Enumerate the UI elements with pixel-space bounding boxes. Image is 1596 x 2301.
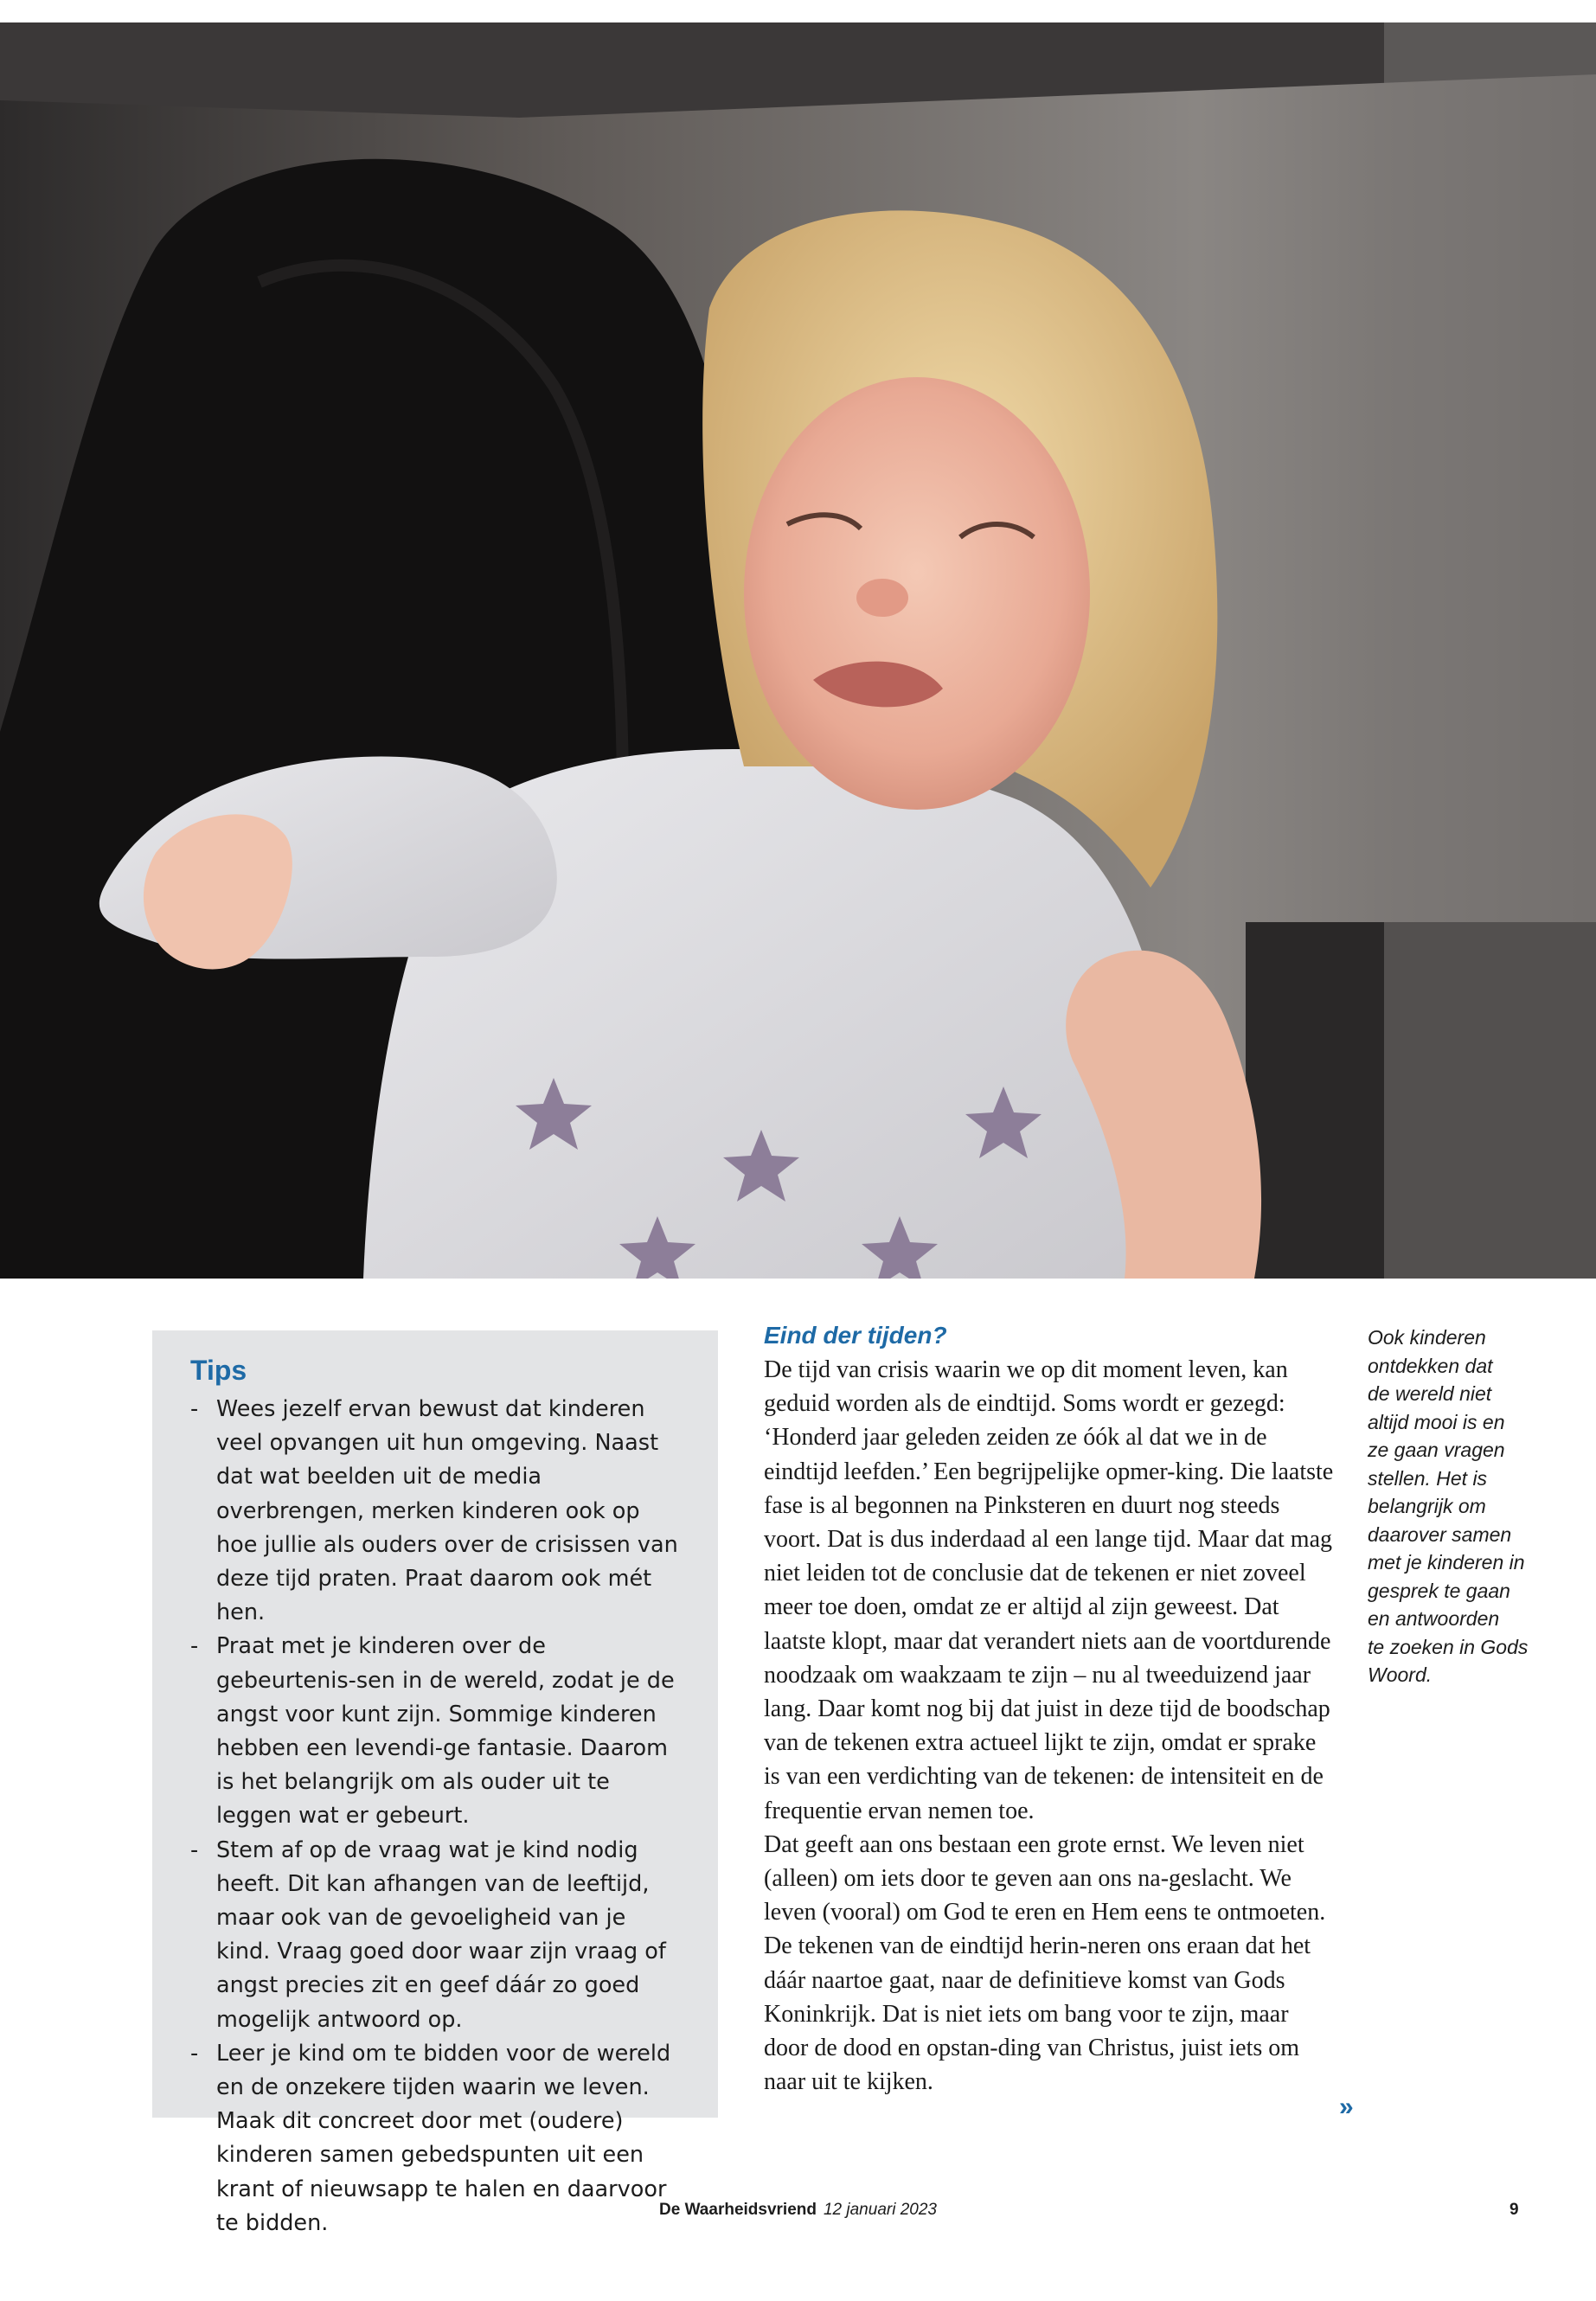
tip-text: Stem af op de vraag wat je kind nodig heeft. Dit kan afhangen van de leeftijd, maar ook van de gevoeligheid van je kind. Vraag goed door waar zijn vraag of angst precies zit en geef dáár zo goed mogelijk antwoord op.	[216, 1836, 666, 2033]
quote-line: ontdekken dat	[1368, 1354, 1493, 1377]
publication-name: De Waarheidsvriend	[659, 2201, 817, 2219]
tips-box	[152, 1330, 718, 2236]
quote-line: met je kinderen in	[1368, 1551, 1525, 1574]
article-paragraph: De tijd van crisis waarin we op dit moment leven, kan geduid worden als de eindtijd. Soms wordt er gezegd: ‘Honderd jaar geleden zeiden ze óók al dat we in de eindtijd leefden.’ Een begrijpelijke opmer-king. Die laatste fase is al begonnen na Pinksteren en duurt nog steeds voort. Dat is dus inderdaad al een lange tijd. Maar dat mag niet leiden tot de conclusie dat de tekenen er niet zoveel meer toe doen, omdat ze er altijd al zijn geweest. Dat laatste klopt, maar dat verandert niets aan de voortdurende noodzaak om waakzaam te zijn – nu al tweeduizend jaar lang. Daar komt nog bij dat juist in deze tijd de boodschap van de tekenen extra actueel lijkt te zijn, omdat er sprake is van een verdichting van de tekenen: de intensiteit en de frequentie ervan nemen toe.	[764, 1356, 1334, 1824]
hero-photo	[0, 22, 1596, 1279]
article-heading: Eind der tijden?	[764, 1322, 947, 1349]
tips-title: Tips	[190, 1355, 247, 1386]
page-number: 9	[1509, 2201, 1519, 2219]
quote-line: Woord.	[1368, 1663, 1433, 1686]
sidebar-quote	[1368, 1324, 1541, 1689]
tip-item	[190, 1834, 678, 2037]
quote-line: Ook kinderen	[1368, 1326, 1486, 1349]
article-body	[764, 1353, 1335, 2099]
photo-illustration	[0, 22, 1596, 1279]
issue-date: 12 januari 2023	[823, 2201, 937, 2219]
bullet-dash: -	[190, 1633, 199, 1660]
quote-line: de wereld niet	[1368, 1382, 1492, 1405]
article-paragraph: Dat geeft aan ons bestaan een grote ernst. We leven niet (alleen) om iets door te geven aan ons na-geslacht. We leven (vooral) om God te eren en Hem eens te ontmoeten. De tekenen van de eindtijd herin-neren ons eraan dat het dáár naartoe gaat, naar de definitieve komst van Gods Koninkrijk. Dat is niet iets om bang voor te zijn, maar door de dood en opstan-ding van Christus, juist iets om naar uit te kijken.	[764, 1830, 1326, 2096]
quote-line: belangrijk om	[1368, 1495, 1486, 1517]
bullet-dash: -	[190, 1396, 199, 1422]
article-column	[764, 1318, 1335, 2099]
tip-text: Leer je kind om te bidden voor de wereld en de onzekere tijden waarin we leven. Maak dit concreet door met (oudere) kinderen samen gebedspunten uit een krant of nieuwsapp te halen en daarvoor te bidden.	[216, 2040, 671, 2236]
quote-line: altijd mooi is en	[1368, 1410, 1505, 1433]
page-footer	[0, 2201, 1596, 2220]
tip-text: Wees jezelf ervan bewust dat kinderen veel opvangen uit hun omgeving. Naast dat wat beelden uit de media overbrengen, merken kinderen ook op hoe jullie als ouders over de crisissen van deze tijd praten. Praat daarom ook mét hen.	[216, 1396, 678, 1626]
quote-line: gesprek te gaan	[1368, 1579, 1510, 1602]
tip-item	[190, 1393, 678, 1630]
tips-list	[190, 1393, 678, 2240]
quote-line: stellen. Het is	[1368, 1466, 1488, 1490]
bullet-dash: -	[190, 1836, 199, 1863]
quote-line: te zoeken in Gods	[1368, 1635, 1529, 1658]
quote-line: daarover samen	[1368, 1522, 1512, 1546]
bullet-dash: -	[190, 2040, 199, 2067]
quote-line: en antwoorden	[1368, 1607, 1500, 1630]
tip-item	[190, 1630, 678, 1833]
continue-arrow-icon: »	[1339, 2093, 1354, 2121]
quote-line: ze gaan vragen	[1368, 1439, 1505, 1461]
tip-text: Praat met je kinderen over de gebeurtenis-sen in de wereld, zodat je de angst voor kunt zijn. Sommige kinderen hebben een levendi-ge fantasie. Daarom is het belangrijk om als ouder uit te leggen wat er gebeurt.	[216, 1633, 675, 1830]
